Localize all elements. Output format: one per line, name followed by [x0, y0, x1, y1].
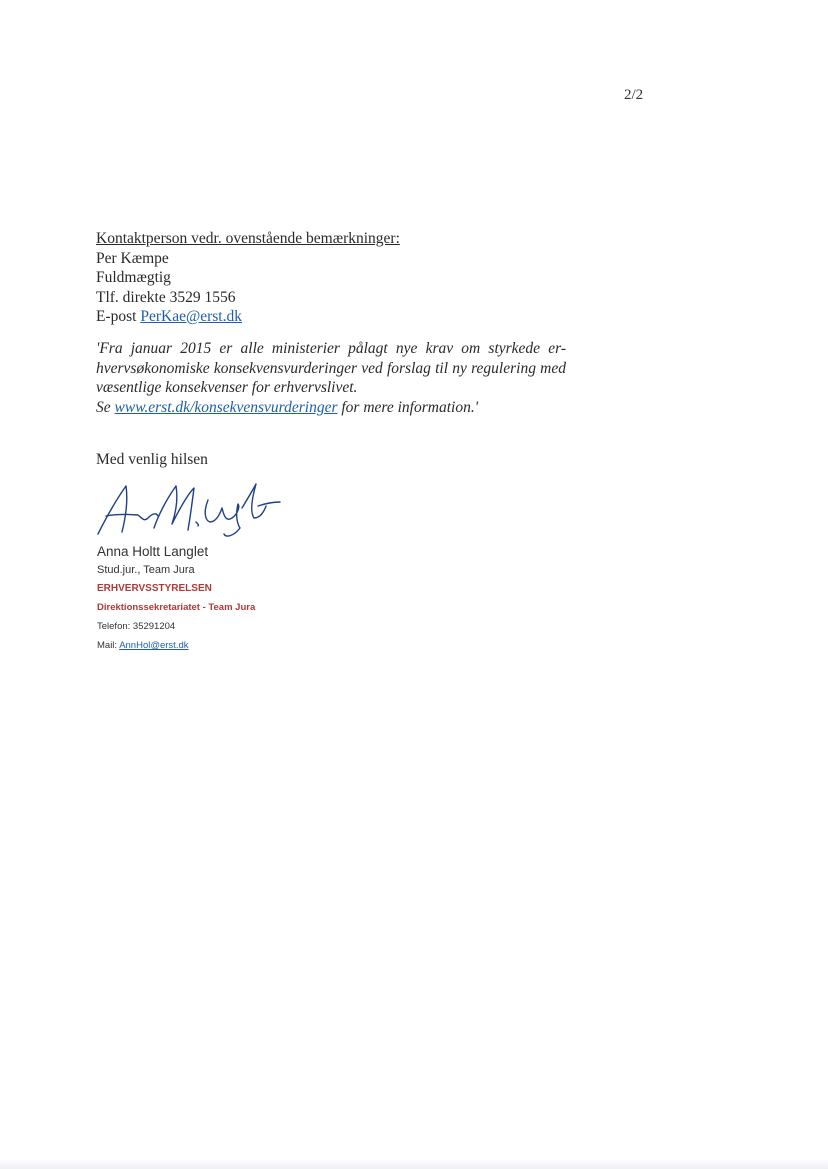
signatory-mail-link[interactable]: AnnHol@erst.dk: [119, 640, 189, 651]
notice-paragraph: [96, 339, 566, 417]
signature-block: [97, 543, 255, 655]
contact-block: [96, 229, 400, 327]
page-number: 2/2: [624, 87, 644, 103]
contact-email-link[interactable]: PerKae@erst.dk: [140, 308, 242, 325]
signatory-name: Anna Holtt Langlet: [97, 544, 209, 559]
contact-title: Fuldmægtig: [96, 269, 171, 286]
notice-line-2: hvervsøkonomiske konsekvensvurderinger ved forslag til ny regulering: [96, 359, 536, 377]
signatory-title: Stud.jur., Team Jura: [97, 564, 195, 576]
contact-name: Per Kæmpe: [96, 249, 169, 267]
notice-line-4-prefix: Se: [96, 398, 111, 416]
notice-line-4: [96, 399, 478, 416]
contact-phone: Tlf. direkte 3529 1556: [96, 288, 236, 306]
contact-email-label: E-post: [96, 308, 137, 325]
scan-edge: [0, 1159, 828, 1169]
phone-label: Telefon:: [97, 621, 131, 632]
phone-number: 35291204: [132, 621, 176, 632]
notice-line-4-suffix: for mere information.': [341, 398, 479, 416]
notice-line-1: 'Fra januar 2015 er alle ministerier pålagt nye krav om styrkede er-: [96, 340, 566, 357]
contact-heading: Kontaktperson vedr. ovenstående bemærkninger:: [96, 230, 400, 247]
contact-email-row: [96, 307, 400, 327]
greeting: Med venlig hilsen: [96, 451, 208, 468]
handwritten-signature: [92, 478, 282, 540]
department-name: Direktionssekretariatet - Team Jura: [97, 602, 256, 613]
mail-label: Mail:: [97, 640, 118, 651]
notice-line-3: med væsentlige konsekvenser for erhvervslivet.: [96, 359, 566, 396]
konsekvensvurderinger-link[interactable]: www.erst.dk/konsekvensvurderinger: [114, 398, 338, 416]
agency-name: ERHVERVSSTYRELSEN: [97, 583, 212, 594]
signatory-phone-row: [97, 617, 255, 636]
signatory-mail-row: [97, 636, 255, 655]
